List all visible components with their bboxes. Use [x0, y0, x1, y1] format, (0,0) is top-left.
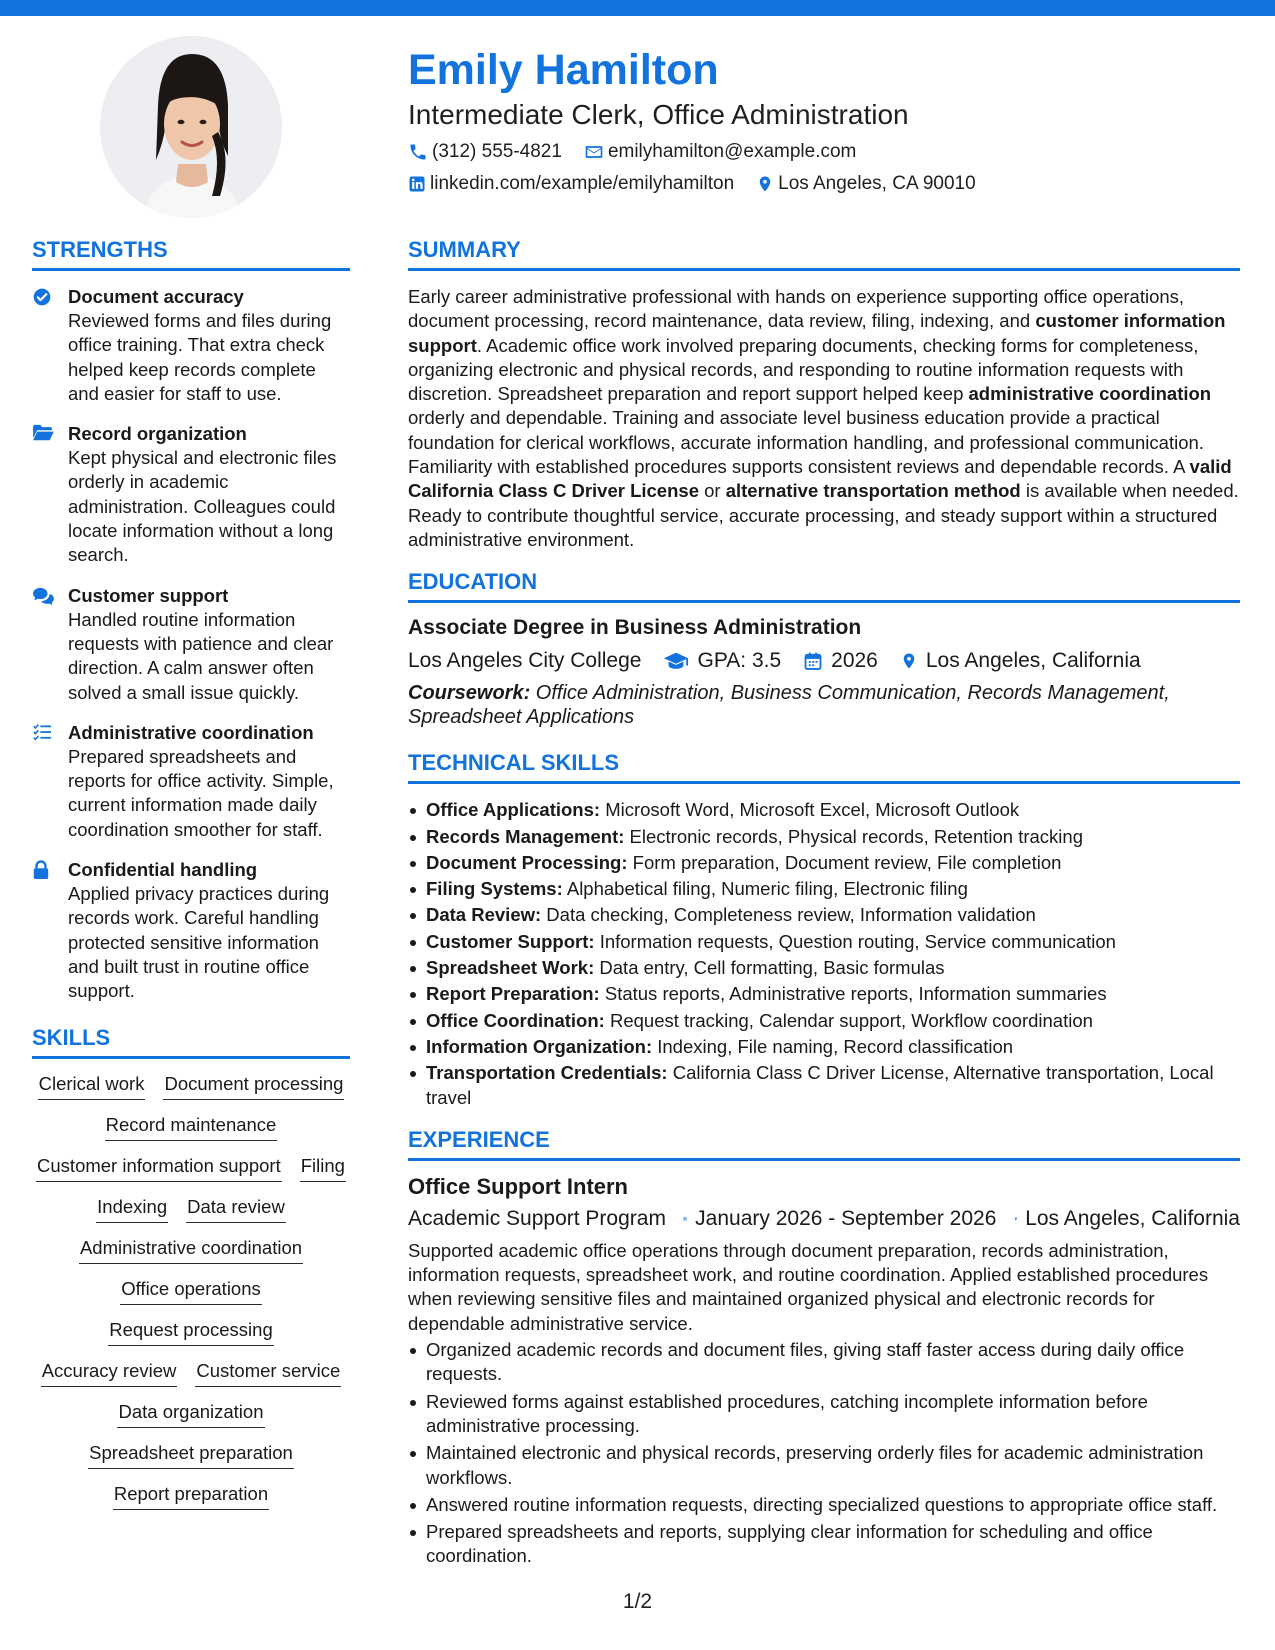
skill-chip: Request processing: [108, 1319, 274, 1346]
technical-skills-rule: [408, 781, 1240, 784]
technical-skill-item: [408, 877, 1240, 901]
strengths-rule: [32, 268, 350, 271]
skills-heading: SKILLS: [32, 1024, 111, 1050]
technical-skills-list: [408, 798, 1240, 1110]
graduation-year: 2026: [831, 649, 878, 673]
skill-label: Office Coordination:: [426, 1009, 605, 1031]
profile-photo: [100, 36, 282, 218]
top-accent-bar: [0, 0, 1275, 16]
job-description: Supported academic office operations through document preparation, records administration, information requests, spreadsheet work, and routine coordination. Applied established procedures when reviewing sensitive files and maintained organized physical and electronic records for dependable administrative service.: [408, 1239, 1209, 1334]
coursework-label: Coursework:: [408, 682, 531, 705]
strength-item: [32, 858, 350, 1003]
skill-value: Request tracking, Calendar support, Workflow coordination: [604, 1009, 1093, 1031]
candidate-name: Emily Hamilton: [408, 46, 719, 94]
technical-skill-item: [408, 851, 1240, 875]
technical-skill-item: [408, 798, 1240, 822]
strength-title: Record organization: [68, 423, 247, 445]
skill-chip: Filing: [300, 1155, 346, 1182]
skill-value: Form preparation, Document review, File completion: [627, 851, 1062, 873]
skill-label: Information Organization:: [426, 1035, 653, 1057]
strength-item: [32, 285, 350, 406]
summary-emphasis: alternative transportation method: [725, 480, 1021, 502]
resume-header: [408, 44, 1248, 196]
skill-value: Data entry, Cell formatting, Basic formulas: [594, 957, 945, 979]
lock-icon: [32, 860, 50, 880]
strength-title: Confidential handling: [68, 859, 258, 881]
skill-label: Office Applications:: [426, 799, 601, 821]
skill-chip: Clerical work: [38, 1073, 146, 1100]
summary-part: Early career administrative professional with hands on experience supporting office operations, document processing, record maintenance, data review, filing, indexing, and: [408, 286, 1185, 332]
strength-item: [32, 721, 350, 842]
experience-bullets: [408, 1338, 1240, 1569]
summary-rule: [408, 268, 1240, 271]
skill-chip: Spreadsheet preparation: [88, 1442, 294, 1469]
education-heading: EDUCATION: [408, 569, 538, 595]
skill-chip: Accuracy review: [41, 1360, 178, 1387]
skill-label: Report Preparation:: [426, 983, 600, 1005]
education-meta: [408, 647, 1240, 675]
contact-row-2: [408, 172, 1248, 196]
skill-label: Data Review:: [426, 904, 542, 926]
graduation-cap-icon: [663, 651, 689, 671]
skill-label: Filing Systems:: [426, 878, 563, 900]
map-pin-icon: [1014, 1209, 1018, 1229]
technical-skill-item: [408, 825, 1240, 849]
strength-item: [32, 422, 350, 567]
profile-photo-illustration: [100, 36, 282, 218]
right-column: [408, 236, 1240, 1572]
technical-skill-item: [408, 1009, 1240, 1033]
degree-name: Associate Degree in Business Administration: [408, 616, 862, 640]
page-indicator: 1/2: [622, 1590, 653, 1613]
school-name: Los Angeles City College: [408, 649, 642, 673]
skill-value: Indexing, File naming, Record classification: [652, 1035, 1014, 1057]
skill-chip: Record maintenance: [105, 1114, 278, 1141]
experience-bullet: Reviewed forms against established procedures, catching incomplete information before administrative processing.: [408, 1390, 1240, 1439]
gpa-text: GPA: 3.5: [697, 649, 782, 673]
skill-chip: Customer information support: [36, 1155, 282, 1182]
technical-skill-item: [408, 903, 1240, 927]
linkedin-contact[interactable]: [408, 172, 734, 196]
skill-chip: Document processing: [163, 1073, 344, 1100]
school-location: Los Angeles, California: [925, 649, 1141, 673]
phone-contact[interactable]: [408, 140, 562, 164]
strength-desc: Handled routine information requests with patience and clear direction. A calm answer often solved a small issue quickly.: [68, 608, 334, 703]
map-pin-icon: [756, 174, 774, 194]
strengths-heading: STRENGTHS: [32, 237, 168, 262]
technical-skill-item: [408, 1035, 1240, 1059]
skill-label: Transportation Credentials:: [426, 1062, 668, 1084]
skill-value: Microsoft Word, Microsoft Excel, Microsoft Outlook: [600, 799, 1020, 821]
candidate-title: Intermediate Clerk, Office Administration: [408, 99, 909, 130]
phone-text: (312) 555-4821: [432, 141, 562, 162]
strength-item: [32, 584, 350, 705]
summary-emphasis: administrative coordination: [968, 383, 1212, 405]
strength-desc: Kept physical and electronic files orderly in academic administration. Colleagues could locate information without a long search.: [68, 447, 337, 566]
summary-part: is available when needed. Ready to contribute thoughtful service, accurate processing, and steady support within a structured administrative environment.: [408, 480, 1239, 550]
technical-skill-item: [408, 956, 1240, 980]
strength-title: Administrative coordination: [68, 721, 314, 743]
summary-emphasis: customer information support: [408, 310, 1226, 356]
technical-skill-item: [408, 982, 1240, 1006]
location-text: Los Angeles, CA 90010: [778, 173, 976, 194]
skill-label: Records Management:: [426, 825, 625, 847]
experience-bullet: Prepared spreadsheets and reports, supplying clear information for scheduling and office coordination.: [408, 1520, 1240, 1569]
calendar-icon: [683, 1209, 687, 1229]
skill-label: Customer Support:: [426, 930, 595, 952]
strength-title: Customer support: [68, 584, 229, 606]
strength-desc: Applied privacy practices during records work. Careful handling protected sensitive information and built trust in routine office support.: [68, 883, 330, 1002]
folder-open-icon: [32, 424, 54, 442]
skills-list: [32, 1073, 350, 1510]
skill-chip: Indexing: [96, 1196, 168, 1223]
education-rule: [408, 600, 1240, 603]
email-text: emilyhamilton@example.com: [607, 141, 857, 162]
strength-desc: Reviewed forms and files during office training. That extra check helped keep records complete and easier for staff to use.: [68, 310, 332, 404]
job-location: Los Angeles, California: [1025, 1206, 1240, 1230]
skill-chip: Office operations: [120, 1278, 262, 1305]
skill-value: Data checking, Completeness review, Information validation: [541, 904, 1036, 926]
left-column: [32, 236, 350, 1510]
job-title: Office Support Intern: [408, 1173, 628, 1199]
envelope-icon: [584, 142, 604, 162]
coursework-list: Office Administration, Business Communication, Records Management, Spreadsheet Applications: [408, 682, 1170, 729]
skill-chip: Report preparation: [113, 1483, 269, 1510]
technical-skill-item: [408, 1061, 1240, 1110]
skill-value: California Class C Driver License, Alternative transportation, Local travel: [426, 1062, 1214, 1108]
strength-desc: Prepared spreadsheets and reports for office activity. Simple, current information made daily coordination smoother for staff.: [68, 745, 334, 840]
phone-icon: [408, 142, 428, 162]
technical-skill-item: [408, 930, 1240, 954]
experience-heading: EXPERIENCE: [408, 1126, 550, 1152]
chat-bubbles-icon: [32, 586, 54, 606]
summary-part: orderly and dependable. Training and associate level business education provide a practical foundation for clerical workflows, accurate information handling, and professional communication. Familiarity with established procedures supports consistent reviews and dependable records. A: [408, 407, 1204, 478]
check-circle-icon: [32, 287, 52, 307]
email-contact[interactable]: [584, 140, 856, 164]
skill-chip: Customer service: [195, 1360, 341, 1387]
skill-value: Status reports, Administrative reports, Information summaries: [599, 983, 1107, 1005]
job-dates: January 2026 - September 2026: [695, 1206, 997, 1230]
map-pin-icon: [900, 651, 918, 671]
linkedin-icon: [408, 175, 426, 193]
checklist-icon: [32, 723, 52, 741]
skill-label: Spreadsheet Work:: [426, 957, 595, 979]
skill-value: Electronic records, Physical records, Retention tracking: [624, 825, 1083, 847]
skill-chip: Administrative coordination: [79, 1237, 303, 1264]
summary-emphasis: valid California Class C Driver License: [408, 456, 1232, 502]
calendar-icon: [803, 651, 823, 671]
job-meta: [408, 1205, 1240, 1233]
strength-title: Document accuracy: [68, 286, 244, 307]
location-contact: [756, 172, 976, 196]
coursework: [408, 681, 1240, 729]
experience-bullet: Maintained electronic and physical records, preserving orderly files for academic administration workflows.: [408, 1441, 1240, 1490]
skill-value: Alphabetical filing, Numeric filing, Electronic filing: [562, 878, 968, 900]
skill-chip: Data organization: [117, 1401, 264, 1428]
linkedin-text: linkedin.com/example/emilyhamilton: [430, 173, 735, 194]
summary-text: [408, 285, 1240, 552]
experience-bullet: Organized academic records and document files, giving staff faster access during daily office requests.: [408, 1338, 1240, 1387]
skills-rule: [32, 1056, 350, 1059]
contact-row-1: [408, 140, 1248, 164]
technical-skills-heading: TECHNICAL SKILLS: [408, 750, 620, 776]
skill-value: Information requests, Question routing, Service communication: [594, 930, 1116, 952]
skill-label: Document Processing:: [426, 851, 628, 873]
summary-part: . Academic office work involved preparing documents, checking forms for completeness, organizing electronic and physical records, and responding to routine information requests with discretion. Spreadsheet preparation and report support helped keep: [408, 334, 1199, 405]
experience-rule: [408, 1158, 1240, 1161]
experience-bullet: Answered routine information requests, directing specialized questions to appropriate office staff.: [408, 1493, 1240, 1517]
skill-chip: Data review: [186, 1196, 286, 1223]
summary-heading: SUMMARY: [408, 237, 521, 262]
company-name: Academic Support Program: [408, 1206, 666, 1230]
summary-part: or: [698, 480, 726, 502]
